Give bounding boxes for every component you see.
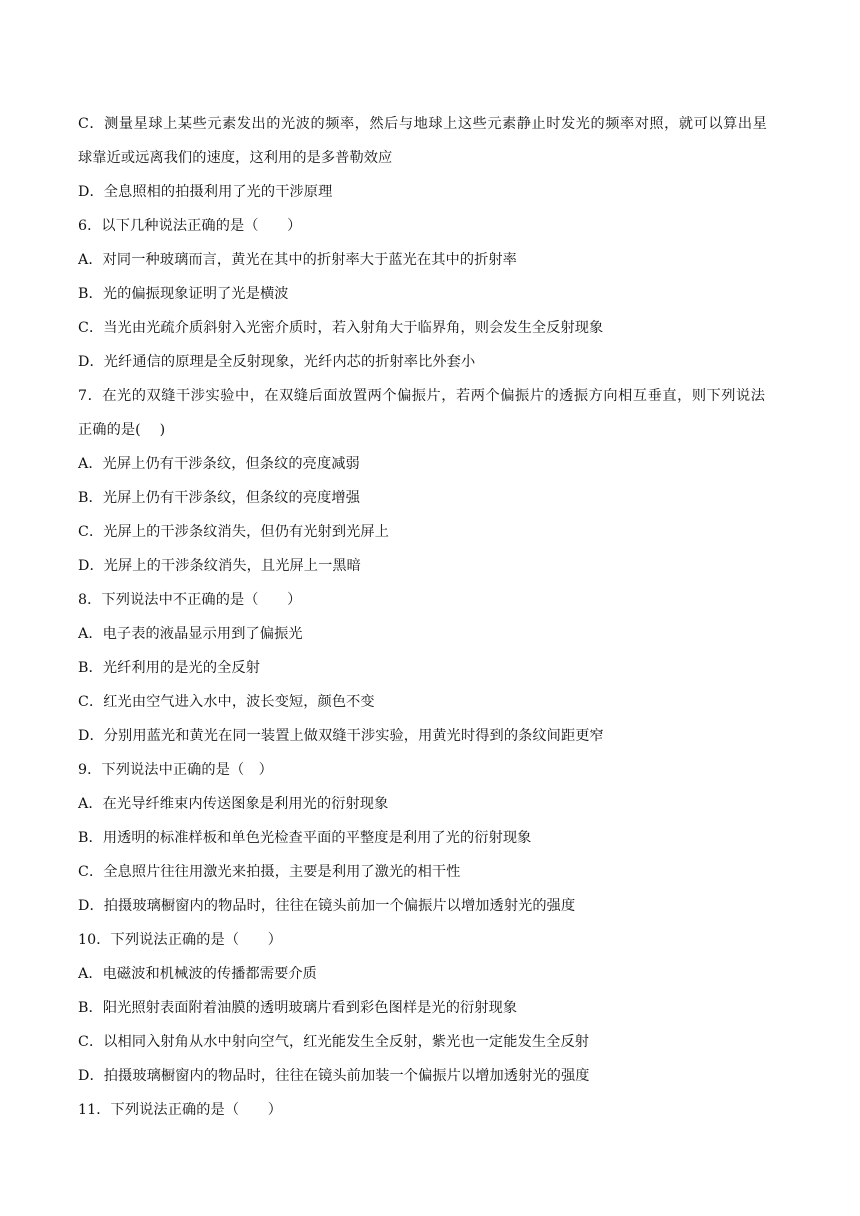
question-6-stem: 6．以下几种说法正确的是（ ） <box>78 218 302 234</box>
option-5c-line-2: 球靠近或远离我们的速度，这利用的是多普勒效应 <box>78 150 393 166</box>
option-10a: A．电磁波和机械波的传播都需要介质 <box>78 966 317 982</box>
option-5d: D．全息照相的拍摄利用了光的干涉原理 <box>78 184 333 200</box>
option-9b: B．用透明的标准样板和单色光检查平面的平整度是利用了光的衍射现象 <box>78 830 532 846</box>
option-8a: A．电子表的液晶显示用到了偏振光 <box>78 626 303 642</box>
option-6a: A．对同一种玻璃而言，黄光在其中的折射率大于蓝光在其中的折射率 <box>78 252 517 268</box>
option-7c: C．光屏上的干涉条纹消失，但仍有光射到光屏上 <box>78 524 389 540</box>
question-8-stem: 8．下列说法中不正确的是（ ） <box>78 592 302 608</box>
option-6b: B．光的偏振现象证明了光是横波 <box>78 286 289 302</box>
option-8c: C．红光由空气进入水中，波长变短，颜色不变 <box>78 694 375 710</box>
option-6d: D．光纤通信的原理是全反射现象，光纤内芯的折射率比外套小 <box>78 354 476 370</box>
question-9-stem: 9．下列说法中正确的是（ ） <box>78 762 273 778</box>
question-11-stem: 11．下列说法正确的是（ ） <box>78 1102 282 1118</box>
option-10c: C．以相同入射角从水中射向空气，红光能发生全反射，紫光也一定能发生全反射 <box>78 1034 590 1050</box>
option-6c: C．当光由光疏介质斜射入光密介质时，若入射角大于临界角，则会发生全反射现象 <box>78 320 604 336</box>
option-9c: C．全息照片往往用激光来拍摄，主要是利用了激光的相干性 <box>78 864 461 880</box>
option-7d: D．光屏上的干涉条纹消失，且光屏上一黑暗 <box>78 558 361 574</box>
option-10b: B．阳光照射表面附着油膜的透明玻璃片看到彩色图样是光的衍射现象 <box>78 1000 518 1016</box>
option-5c-line-1: C．测量星球上某些元素发出的光波的频率，然后与地球上这些元素静止时发光的频率对照，就可以算出星 <box>78 116 768 132</box>
option-9a: A．在光导纤维束内传送图象是利用光的衍射现象 <box>78 796 389 812</box>
question-text-block <box>78 107 790 1127</box>
option-7b: B．光屏上仍有干涉条纹，但条纹的亮度增强 <box>78 490 360 506</box>
question-10-stem: 10．下列说法正确的是（ ） <box>78 932 282 948</box>
option-8d: D．分别用蓝光和黄光在同一装置上做双缝干涉实验，用黄光时得到的条纹间距更窄 <box>78 728 604 744</box>
option-9d: D．拍摄玻璃橱窗内的物品时，往往在镜头前加一个偏振片以增加透射光的强度 <box>78 898 576 914</box>
question-7-stem-line-1: 7．在光的双缝干涉实验中，在双缝后面放置两个偏振片，若两个偏振片的透振方向相互垂直，则下列说法 <box>78 388 766 404</box>
option-7a: A．光屏上仍有干涉条纹，但条纹的亮度减弱 <box>78 456 360 472</box>
option-10d: D．拍摄玻璃橱窗内的物品时，往往在镜头前加装一个偏振片以增加透射光的强度 <box>78 1068 590 1084</box>
option-8b: B．光纤利用的是光的全反射 <box>78 660 260 676</box>
question-7-stem-line-2: 正确的是( ) <box>78 422 166 438</box>
